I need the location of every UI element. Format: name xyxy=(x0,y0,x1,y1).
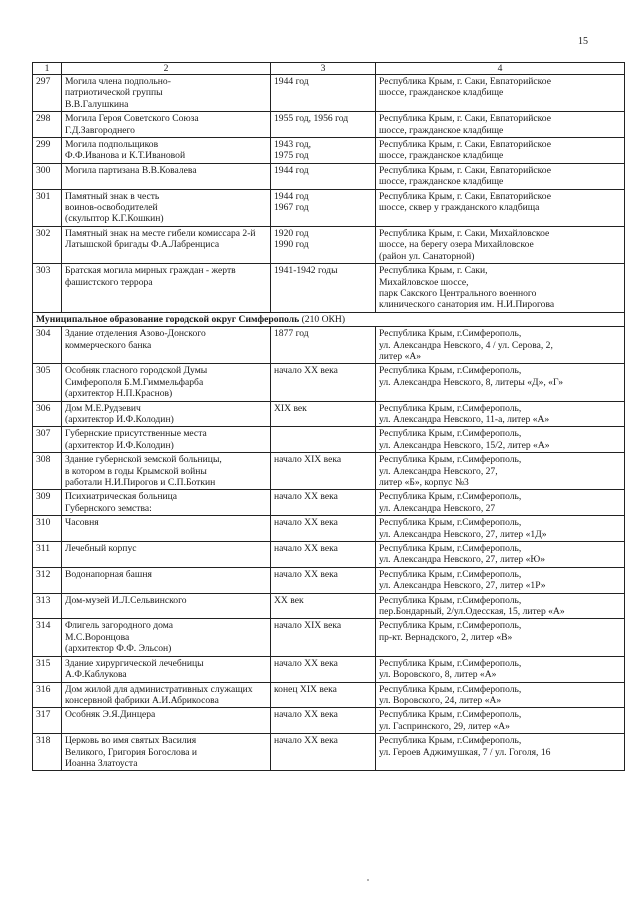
object-address-cell: Республика Крым, г. Саки, Михайловское шоссе, на берегу озера Михайловское (район ул. Санаторной) xyxy=(376,226,625,263)
row-number-cell: 298 xyxy=(33,112,62,138)
object-date-cell: 1955 год, 1956 год xyxy=(271,112,376,138)
object-name-cell: Особняк гласного городской Думы Симферополя Б.М.Гиммельфарба (архитектор Н.П.Краснов) xyxy=(62,364,271,401)
table-row xyxy=(33,226,625,263)
object-address-cell: Республика Крым, г.Симферополь, ул. Александра Невского, 8, литеры «Д», «Г» xyxy=(376,364,625,401)
object-name-cell: Особняк Э.Я.Динцера xyxy=(62,708,271,734)
object-name-cell: Дом М.Е.Рудзевич (архитектор И.Ф.Колодин) xyxy=(62,401,271,427)
object-name-cell: Церковь во имя святых Василия Великого, Григория Богослова и Иоанна Златоуста xyxy=(62,734,271,771)
object-address-cell: Республика Крым, г.Симферополь, ул. Воровского, 24, литер «А» xyxy=(376,682,625,708)
object-date-cell: начало XX века xyxy=(271,708,376,734)
section-header-cell xyxy=(33,312,625,326)
section-header-row xyxy=(33,312,625,326)
object-date-cell: начало XX века xyxy=(271,656,376,682)
table-row xyxy=(33,264,625,313)
object-date-cell xyxy=(271,427,376,453)
object-name-cell: Дом-музей И.Л.Сельвинского xyxy=(62,593,271,619)
table-row xyxy=(33,490,625,516)
table-body-saki xyxy=(33,75,625,313)
row-number-cell: 302 xyxy=(33,226,62,263)
table-row xyxy=(33,656,625,682)
row-number-cell: 299 xyxy=(33,138,62,164)
row-number-cell: 301 xyxy=(33,189,62,226)
object-date-cell: 1877 год xyxy=(271,327,376,364)
object-name-cell: Лечебный корпус xyxy=(62,542,271,568)
table-row xyxy=(33,516,625,542)
row-number-cell: 313 xyxy=(33,593,62,619)
table-row xyxy=(33,427,625,453)
object-date-cell: 1944 год xyxy=(271,75,376,112)
object-address-cell: Республика Крым, г. Саки, Михайловское шоссе, парк Сакского Центрального военного клинического санатория им. Н.И.Пирогова xyxy=(376,264,625,313)
row-number-cell: 318 xyxy=(33,734,62,771)
table-row xyxy=(33,364,625,401)
row-number-cell: 305 xyxy=(33,364,62,401)
object-date-cell: 1943 год, 1975 год xyxy=(271,138,376,164)
table-row xyxy=(33,163,625,189)
row-number-cell: 304 xyxy=(33,327,62,364)
table-row xyxy=(33,708,625,734)
row-number-cell: 316 xyxy=(33,682,62,708)
object-date-cell: начало XIX века xyxy=(271,619,376,656)
object-name-cell: Флигель загородного дома М.С.Воронцова (архитектор Ф.Ф. Эльсон) xyxy=(62,619,271,656)
row-number-cell: 312 xyxy=(33,567,62,593)
heritage-registry-table xyxy=(32,62,625,771)
object-address-cell: Республика Крым, г. Саки, Евпаторийское шоссе, гражданское кладбище xyxy=(376,138,625,164)
object-date-cell: 1944 год xyxy=(271,163,376,189)
object-address-cell: Республика Крым, г.Симферополь, ул. Александра Невского, 15/2, литер «А» xyxy=(376,427,625,453)
object-name-cell: Памятный знак на месте гибели комиссара 2-й Латышской бригады Ф.А.Лабренциса xyxy=(62,226,271,263)
object-name-cell: Здание хирургической лечебницы А.Ф.Каблукова xyxy=(62,656,271,682)
table-body-simferopol xyxy=(33,327,625,771)
object-name-cell: Губернские присутственные места (архитектор И.Ф.Колодин) xyxy=(62,427,271,453)
row-number-cell: 317 xyxy=(33,708,62,734)
header-cell-date: 3 xyxy=(271,63,376,75)
object-address-cell: Республика Крым, г.Симферополь, ул. Александра Невского, 27 xyxy=(376,490,625,516)
table-row xyxy=(33,453,625,490)
object-name-cell: Дом жилой для административных служащих консервной фабрики А.И.Абрикосова xyxy=(62,682,271,708)
table-row xyxy=(33,682,625,708)
table-row xyxy=(33,567,625,593)
object-address-cell: Республика Крым, г.Симферополь, пр-кт. Вернадского, 2, литер «В» xyxy=(376,619,625,656)
object-address-cell: Республика Крым, г.Симферополь, ул. Александра Невского, 27, литер «Ю» xyxy=(376,542,625,568)
row-number-cell: 308 xyxy=(33,453,62,490)
object-name-cell: Могила Героя Советского Союза Г.Д.Завгороднего xyxy=(62,112,271,138)
object-date-cell: начало XX века xyxy=(271,516,376,542)
object-date-cell: начало XIX века xyxy=(271,453,376,490)
table-row xyxy=(33,189,625,226)
table-row xyxy=(33,401,625,427)
object-name-cell: Психиатрическая больница Губернского земства: xyxy=(62,490,271,516)
object-date-cell: 1944 год 1967 год xyxy=(271,189,376,226)
object-address-cell: Республика Крым, г.Симферополь, ул. Александра Невского, 11-а, литер «А» xyxy=(376,401,625,427)
section-count: (210 ОКН) xyxy=(299,313,346,325)
row-number-cell: 309 xyxy=(33,490,62,516)
object-name-cell: Здание губернской земской больницы, в котором в годы Крымской войны работали Н.И.Пирогов и С.П.Боткин xyxy=(62,453,271,490)
object-date-cell: начало XX века xyxy=(271,490,376,516)
table-row xyxy=(33,542,625,568)
object-date-cell: 1941-1942 годы xyxy=(271,264,376,313)
object-name-cell: Часовня xyxy=(62,516,271,542)
object-name-cell: Могила партизана В.В.Ковалева xyxy=(62,163,271,189)
section-title: Муниципальное образование городской округ Симферополь xyxy=(36,313,300,325)
table-row xyxy=(33,619,625,656)
table-row xyxy=(33,734,625,771)
object-date-cell: начало XX века xyxy=(271,567,376,593)
object-address-cell: Республика Крым, г.Симферополь, ул. Героев Аджимушкая, 7 / ул. Гоголя, 16 xyxy=(376,734,625,771)
object-date-cell: XX век xyxy=(271,593,376,619)
row-number-cell: 297 xyxy=(33,75,62,112)
object-date-cell: начало XX века xyxy=(271,734,376,771)
object-address-cell: Республика Крым, г.Симферополь, ул. Гаспринского, 29, литер «А» xyxy=(376,708,625,734)
object-address-cell: Республика Крым, г.Симферополь, пер.Бондарный, 2/ул.Одесская, 15, литер «А» xyxy=(376,593,625,619)
object-address-cell: Республика Крым, г. Саки, Евпаторийское шоссе, сквер у гражданского кладбища xyxy=(376,189,625,226)
row-number-cell: 307 xyxy=(33,427,62,453)
table-row xyxy=(33,138,625,164)
table-row xyxy=(33,75,625,112)
object-address-cell: Республика Крым, г.Симферополь, ул. Александра Невского, 27, литер «1Р» xyxy=(376,567,625,593)
object-address-cell: Республика Крым, г. Саки, Евпаторийское шоссе, гражданское кладбище xyxy=(376,163,625,189)
row-number-cell: 311 xyxy=(33,542,62,568)
row-number-cell: 310 xyxy=(33,516,62,542)
object-name-cell: Водонапорная башня xyxy=(62,567,271,593)
object-date-cell: XIX век xyxy=(271,401,376,427)
row-number-cell: 314 xyxy=(33,619,62,656)
row-number-cell: 315 xyxy=(33,656,62,682)
object-address-cell: Республика Крым, г.Симферополь, ул. Александра Невского, 27, литер «Б», корпус №3 xyxy=(376,453,625,490)
object-address-cell: Республика Крым, г.Симферополь, ул. Александра Невского, 27, литер «1Д» xyxy=(376,516,625,542)
header-cell-name: 2 xyxy=(62,63,271,75)
object-name-cell: Здание отделения Азово-Донского коммерческого банка xyxy=(62,327,271,364)
object-name-cell: Могила члена подпольно- патриотической группы В.В.Галушкина xyxy=(62,75,271,112)
object-name-cell: Братская могила мирных граждан - жертв фашистского террора xyxy=(62,264,271,313)
row-number-cell: 303 xyxy=(33,264,62,313)
object-date-cell: 1920 год 1990 год xyxy=(271,226,376,263)
row-number-cell: 306 xyxy=(33,401,62,427)
object-address-cell: Республика Крым, г. Саки, Евпаторийское шоссе, гражданское кладбище xyxy=(376,75,625,112)
object-date-cell: конец XIX века xyxy=(271,682,376,708)
page-number: 15 xyxy=(578,36,588,47)
row-number-cell: 300 xyxy=(33,163,62,189)
object-name-cell: Могила подпольщиков Ф.Ф.Иванова и К.Т.Ивановой xyxy=(62,138,271,164)
object-address-cell: Республика Крым, г.Симферополь, ул. Александра Невского, 4 / ул. Серова, 2, литер «А» xyxy=(376,327,625,364)
object-date-cell: начало XX века xyxy=(271,364,376,401)
header-cell-number: 1 xyxy=(33,63,62,75)
table-row xyxy=(33,327,625,364)
table-row xyxy=(33,112,625,138)
scan-mark xyxy=(367,879,369,881)
table-row xyxy=(33,593,625,619)
object-address-cell: Республика Крым, г. Саки, Евпаторийское шоссе, гражданское кладбище xyxy=(376,112,625,138)
object-name-cell: Памятный знак в честь воинов-освободителей (скульптор К.Г.Кошкин) xyxy=(62,189,271,226)
header-cell-address: 4 xyxy=(376,63,625,75)
object-address-cell: Республика Крым, г.Симферополь, ул. Воровского, 8, литер «А» xyxy=(376,656,625,682)
table-header-row xyxy=(33,63,625,75)
object-date-cell: начало XX века xyxy=(271,542,376,568)
section-block xyxy=(33,312,625,326)
